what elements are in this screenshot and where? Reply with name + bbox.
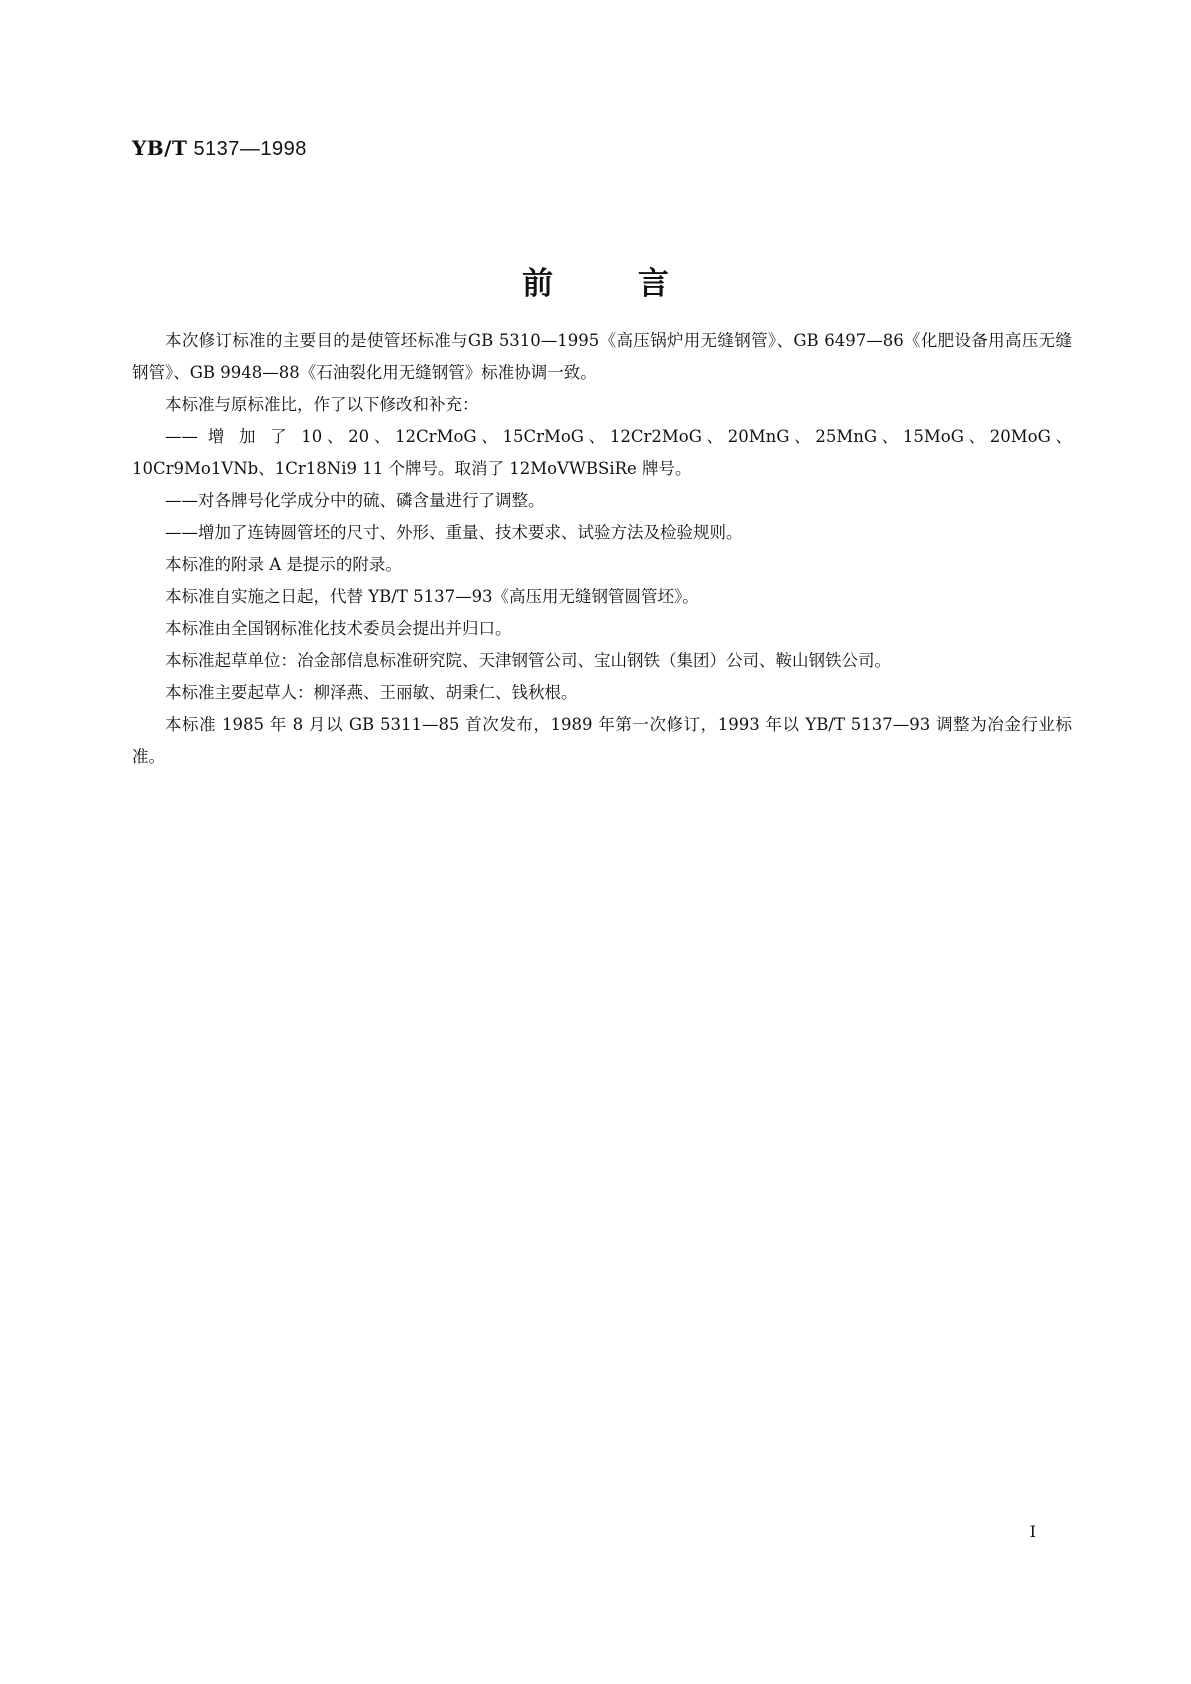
paragraph-appendix: 本标准的附录 A 是提示的附录。 (165, 555, 402, 574)
paragraph-proposed-by: 本标准由全国钢标准化技术委员会提出并归口。 (165, 619, 512, 638)
paragraph-drafters: 本标准主要起草人：柳泽燕、王丽敏、胡秉仁、钱秋根。 (165, 683, 578, 702)
standard-number: 5137—1998 (193, 138, 307, 160)
paragraph-drafting-units: 本标准起草单位：冶金部信息标准研究院、天津钢管公司、宝山钢铁（集团）公司、鞍山钢铁公司。 (165, 651, 891, 670)
title-char-2: 言 (637, 266, 669, 302)
list-item-grades: —— 增 加 了 10、20、12CrMoG、15CrMoG、12Cr2MoG、20MnG、25MnG、15MoG、20MoG、10Cr9Mo1VNb、1Cr18Ni9 11 个牌号。取消了 12MoVWBSiRe 牌号。 (132, 427, 1072, 478)
standard-header (132, 136, 307, 161)
list-item-sulfur-phosphorus: ——对各牌号化学成分中的硫、磷含量进行了调整。 (165, 491, 545, 510)
standard-prefix: YB/T (132, 136, 188, 160)
paragraph-purpose: 本次修订标准的主要目的是使管坯标准与GB 5310—1995《高压锅炉用无缝钢管》、GB 6497—86《化肥设备用高压无缝钢管》、GB 9948—88《石油裂化用无缝钢管》标准协调一致。 (132, 331, 1072, 382)
page-title (0, 258, 1191, 303)
page-number: I (1029, 1522, 1036, 1541)
list-item-continuous-casting: ——增加了连铸圆管坯的尺寸、外形、重量、技术要求、试验方法及检验规则。 (165, 523, 743, 542)
paragraph-changes-intro: 本标准与原标准比，作了以下修改和补充： (165, 395, 479, 414)
paragraph-replaces: 本标准自实施之日起，代替 YB/T 5137—93《高压用无缝钢管圆管坯》。 (165, 587, 699, 606)
title-char-1: 前 (522, 266, 554, 302)
preface-body (132, 325, 1072, 773)
paragraph-history: 本标准 1985 年 8 月以 GB 5311—85 首次发布，1989 年第一次修订，1993 年以 YB/T 5137—93 调整为冶金行业标准。 (132, 715, 1072, 766)
